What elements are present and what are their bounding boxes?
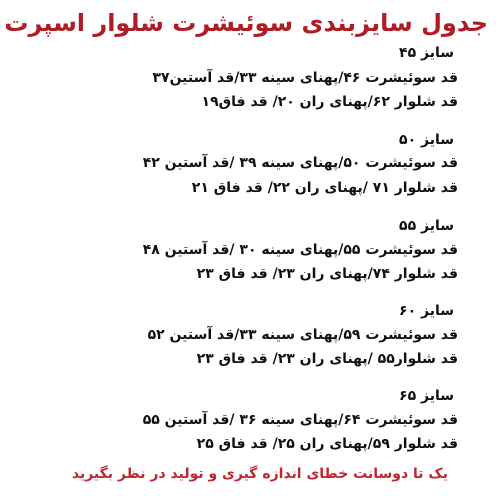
- size-label-65: سایز ۶۵: [399, 388, 454, 404]
- size-label-60: سایز ۶۰: [399, 303, 454, 319]
- size-label-50: سایز ۵۰: [399, 132, 454, 148]
- sweatshirt-measurements-60: قد سوئیشرت ۵۹/پهنای سینه ۳۳/قد آستین ۵۲: [147, 327, 458, 343]
- size-label-55: سایز ۵۵: [399, 218, 454, 234]
- sweatshirt-measurements-55: قد سوئیشرت ۵۵/پهنای سینه ۳۰ /قد آستین ۴۸: [142, 242, 458, 258]
- sweatshirt-measurements-50: قد سوئیشرت ۵۰/پهنای سینه ۳۹ /قد آستین ۴۲: [142, 155, 458, 171]
- pants-measurements-60: قد شلوار۵۵ /پهنای ران ۲۳/ قد فاق ۲۳: [196, 351, 458, 367]
- pants-measurements-50: قد شلوار ۷۱ /پهنای ران ۲۲/ قد فاق ۲۱: [191, 180, 458, 196]
- pants-measurements-45: قد شلوار ۶۲/پهنای ران ۲۰/ قد فاق۱۹: [201, 94, 458, 110]
- measurement-tolerance-note: یک تا دوسانت خطای اندازه گیری و تولید در نظر بگیرید: [71, 466, 448, 482]
- size-label-45: سایز ۴۵: [399, 45, 454, 61]
- pants-measurements-65: قد شلوار ۵۹/پهنای ران ۲۵/ قد فاق ۲۵: [196, 436, 458, 452]
- sweatshirt-measurements-65: قد سوئیشرت ۶۴/پهنای سینه ۳۶ /قد آستین ۵۵: [142, 412, 458, 428]
- pants-measurements-55: قد شلوار ۷۴/پهنای ران ۲۳/ قد فاق ۲۳: [196, 266, 458, 282]
- page-title: جدول سایزبندی سوئیشرت شلوار اسپرت: [4, 9, 488, 37]
- sweatshirt-measurements-45: قد سوئیشرت ۴۶/پهنای سینه ۳۳/قد آستین۳۷: [152, 70, 458, 86]
